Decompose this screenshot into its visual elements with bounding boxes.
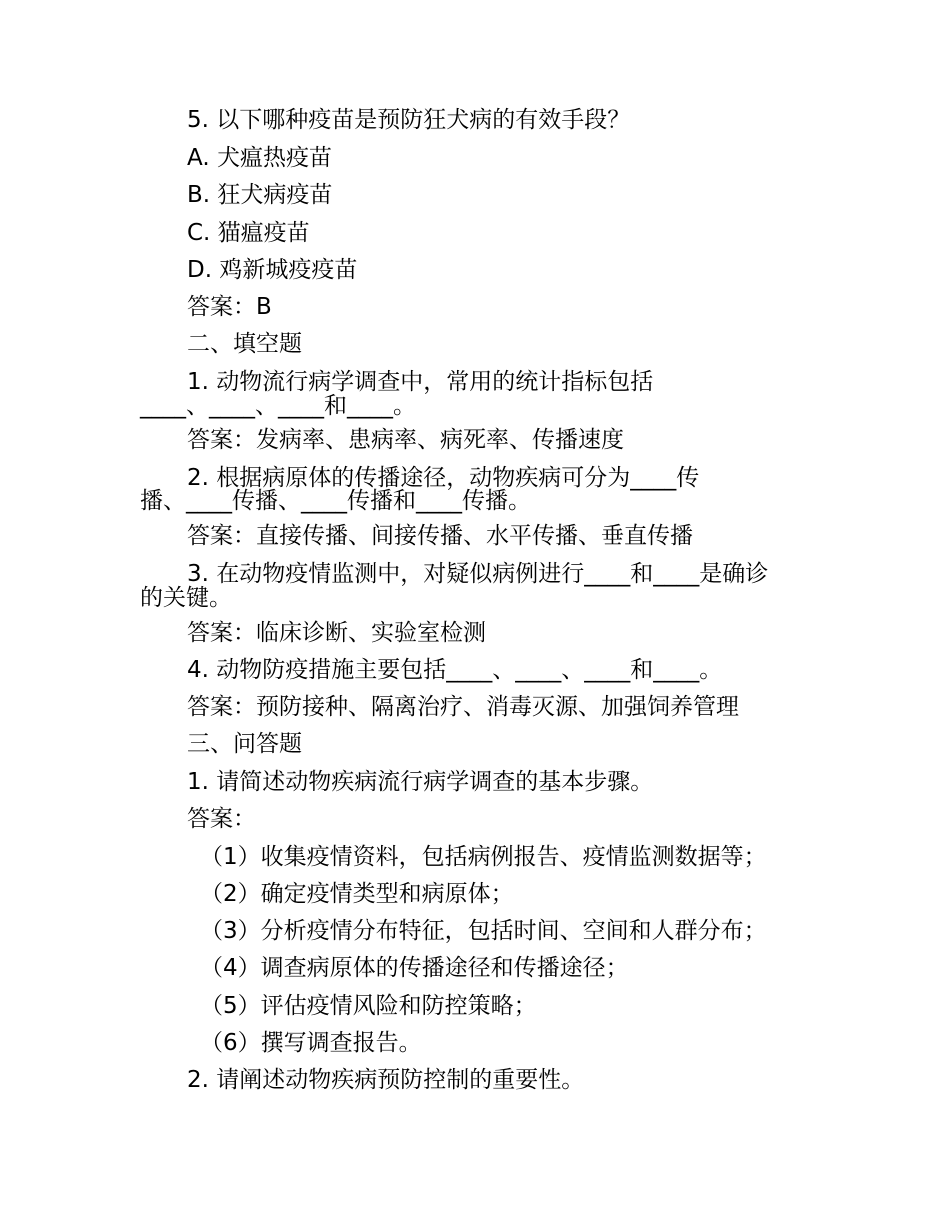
question-5: 5. 以下哪种疫苗是预防狂犬病的有效手段？ [187, 107, 631, 133]
qa-step-4: （4）调查病原体的传播途径和传播途径； [200, 955, 629, 981]
qa-step-2: （2）确定疫情类型和病原体； [200, 881, 514, 907]
option-a: A. 犬瘟热疫苗 [187, 145, 332, 171]
answer-q5: 答案：B [187, 294, 272, 320]
qa-step-1: （1）收集疫情资料，包括病例报告、疫情监测数据等； [200, 844, 767, 870]
fill-q2-line1: 2. 根据病原体的传播途径，动物疾病可分为____传 [187, 465, 700, 491]
fill-q3-line1: 3. 在动物疫情监测中，对疑似病例进行____和____是确诊 [187, 561, 769, 587]
fill-q4-answer: 答案：预防接种、隔离治疗、消毒灭源、加强饲养管理 [187, 694, 739, 720]
section-title-qa: 三、问答题 [187, 731, 302, 757]
option-c: C. 猫瘟疫苗 [187, 220, 310, 246]
fill-q1-line2: ____、____、____和____。 [140, 393, 416, 419]
section-title-fill-blank: 二、填空题 [187, 331, 302, 357]
fill-q4-line1: 4. 动物防疫措施主要包括____、____、____和____。 [187, 657, 723, 683]
fill-q1-answer: 答案：发病率、患病率、病死率、传播速度 [187, 427, 624, 453]
qa-q1: 1. 请简述动物疾病流行病学调查的基本步骤。 [187, 769, 654, 795]
qa-step-6: （6）撰写调查报告。 [200, 1030, 422, 1056]
qa-step-3: （3）分析疫情分布特征，包括时间、空间和人群分布； [200, 918, 767, 944]
option-d: D. 鸡新城疫疫苗 [187, 257, 358, 283]
fill-q2-line2: 播、____传播、____传播和____传播。 [140, 488, 531, 514]
qa-q1-answer-label: 答案： [187, 806, 256, 832]
fill-q1-line1: 1. 动物流行病学调查中，常用的统计指标包括 [187, 369, 654, 395]
qa-q2: 2. 请阐述动物疾病预防控制的重要性。 [187, 1067, 585, 1093]
qa-step-5: （5）评估疫情风险和防控策略； [200, 993, 537, 1019]
option-b: B. 狂犬病疫苗 [187, 182, 333, 208]
fill-q3-answer: 答案：临床诊断、实验室检测 [187, 620, 486, 646]
fill-q3-line2: 的关键。 [140, 585, 232, 611]
fill-q2-answer: 答案：直接传播、间接传播、水平传播、垂直传播 [187, 523, 693, 549]
